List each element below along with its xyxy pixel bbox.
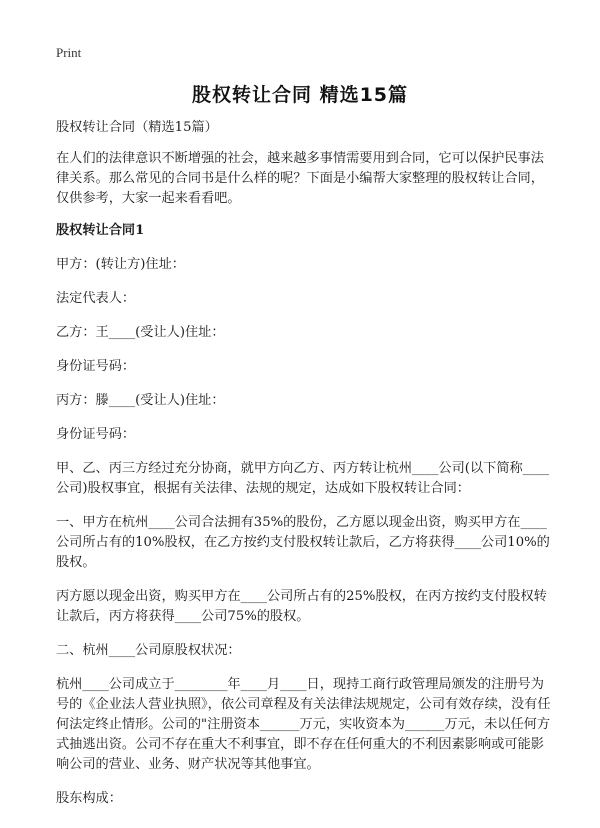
section-heading: 股权转让合同1 bbox=[56, 223, 145, 238]
party-b-id-field: 身份证号码： bbox=[56, 359, 136, 374]
clause-1-paragraph: 一、甲方在杭州____公司合法拥有35%的股份，乙方愿以现金出资，购买甲方在____公司所占有的10%股权，在乙方按约支付股权转让款后，乙方将获得____公司10%的股权。 bbox=[56, 515, 550, 570]
clause-2-paragraph: 杭州____公司成立于________年____月____日，现持工商行政管理局颁发的注册号为号的《企业法人营业执照》，依公司章程及有关法律法规规定，公司有效存续，没有任何法定终止情形。公司的"注册资本______万元，实收资本为______万元，未以任何方式抽逃出资。公司不存在重大不利事宜，即不存在任何重大的不利因素影响或可能影响公司的营业、业务、财产状况等其他事宜。 bbox=[56, 677, 551, 772]
print-label: Print bbox=[56, 45, 82, 60]
shareholders-label: 股东构成： bbox=[56, 791, 122, 806]
document-title: 股权转让合同 精选15篇 bbox=[191, 84, 409, 106]
legal-representative-field: 法定代表人： bbox=[56, 291, 136, 306]
intro-paragraph: 在人们的法律意识不断增强的社会，越来越多事情需要用到合同，它可以保护民事法律关系。那么常见的合同书是什么样的呢？下面是小编帮大家整理的股权转让合同，仅供参考，大家一起来看看吧。 bbox=[56, 151, 544, 206]
party-c-id-field: 身份证号码： bbox=[56, 427, 136, 442]
party-c-field: 丙方：滕____(受让人)住址： bbox=[56, 393, 225, 408]
preamble-paragraph: 甲、乙、丙三方经过充分协商，就甲方向乙方、丙方转让杭州____公司(以下简称____公司)股权事宜，根据有关法律、法规的规定，达成如下股权转让合同： bbox=[56, 461, 550, 496]
party-a-field: 甲方：(转让方)住址： bbox=[56, 257, 185, 272]
clause-1-party-c-paragraph: 丙方愿以现金出资，购买甲方在____公司所占有的25%股权，在丙方按约支付股权转让款后，丙方将获得____公司75%的股权。 bbox=[56, 589, 547, 624]
document-subtitle: 股权转让合同（精选15篇） bbox=[56, 120, 218, 135]
document-body bbox=[56, 118, 556, 823]
party-b-field: 乙方：王____(受让人)住址： bbox=[56, 325, 225, 340]
clause-2-heading: 二、杭州____公司原股权状况： bbox=[56, 643, 241, 658]
